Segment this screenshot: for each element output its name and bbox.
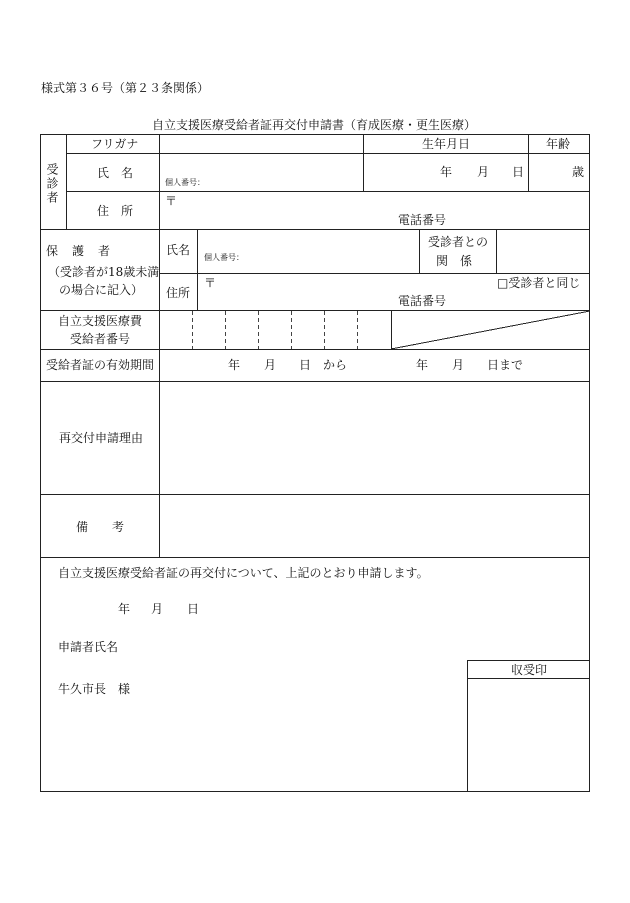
validity-until-year: 年 [416,358,429,372]
application-year-unit: 年 [118,602,131,616]
patient-side-label: 受診者 [45,163,59,205]
declaration-statement: 自立支援医療受給者証の再交付について、上記のとおり申請します。 [58,566,429,580]
patient-name-label: 氏 名 [97,166,134,180]
validity-from-year: 年 [228,358,241,372]
guardian-personal-number-label: 個人番号： [204,253,244,262]
patient-phone-label: 電話番号 [398,213,447,227]
birth-month-unit: 月 [477,165,490,179]
patient-personal-number-label: 個人番号： [165,178,205,187]
same-as-patient-checkbox[interactable]: □受診者と同じ [497,276,581,290]
birthdate-label: 生年月日 [422,137,471,151]
applicant-name-label: 申請者氏名 [58,640,119,654]
age-label: 年齢 [546,137,571,151]
receipt-stamp-label: 収受印 [511,663,548,677]
application-month-unit: 月 [151,602,164,616]
birth-day-unit: 日 [512,165,525,179]
guardian-phone-label: 電話番号 [398,294,447,308]
guardian-postal-mark: 〒 [204,276,217,290]
recipient-number-label-line2: 受給者番号 [70,332,131,346]
recipient-number-label-line1: 自立支援医療費 [58,314,143,328]
validity-until-day: 日まで [487,358,524,372]
relation-label-line1: 受診者との [428,235,489,249]
validity-label: 受給者証の有効期間 [46,358,155,372]
validity-until-month: 月 [452,358,465,372]
patient-address-label: 住 所 [97,204,134,218]
guardian-name-label: 氏名 [166,243,191,257]
birth-year-unit: 年 [440,165,453,179]
patient-postal-mark: 〒 [165,194,178,208]
relation-label-line2: 関 係 [436,254,473,268]
furigana-label: フリガナ [91,137,139,151]
validity-from-day: 日 から [299,358,348,372]
guardian-address-label: 住所 [166,286,191,300]
validity-from-month: 月 [264,358,277,372]
application-day-unit: 日 [187,602,200,616]
guardian-note-line1: （受診者が18歳未満 [48,265,160,279]
guardian-note-line2: の場合に記入） [59,283,144,297]
guardian-label: 保 護 者 [46,244,112,258]
form-title: 自立支援医療受給者証再交付申請書（育成医療・更生医療） [152,118,477,132]
form-number: 様式第３６号（第２３条関係） [41,81,210,95]
remarks-label: 備 考 [76,520,125,534]
reissue-reason-label: 再交付申請理由 [59,431,144,445]
age-unit: 歳 [572,165,585,179]
addressee: 牛久市長 様 [58,682,131,696]
